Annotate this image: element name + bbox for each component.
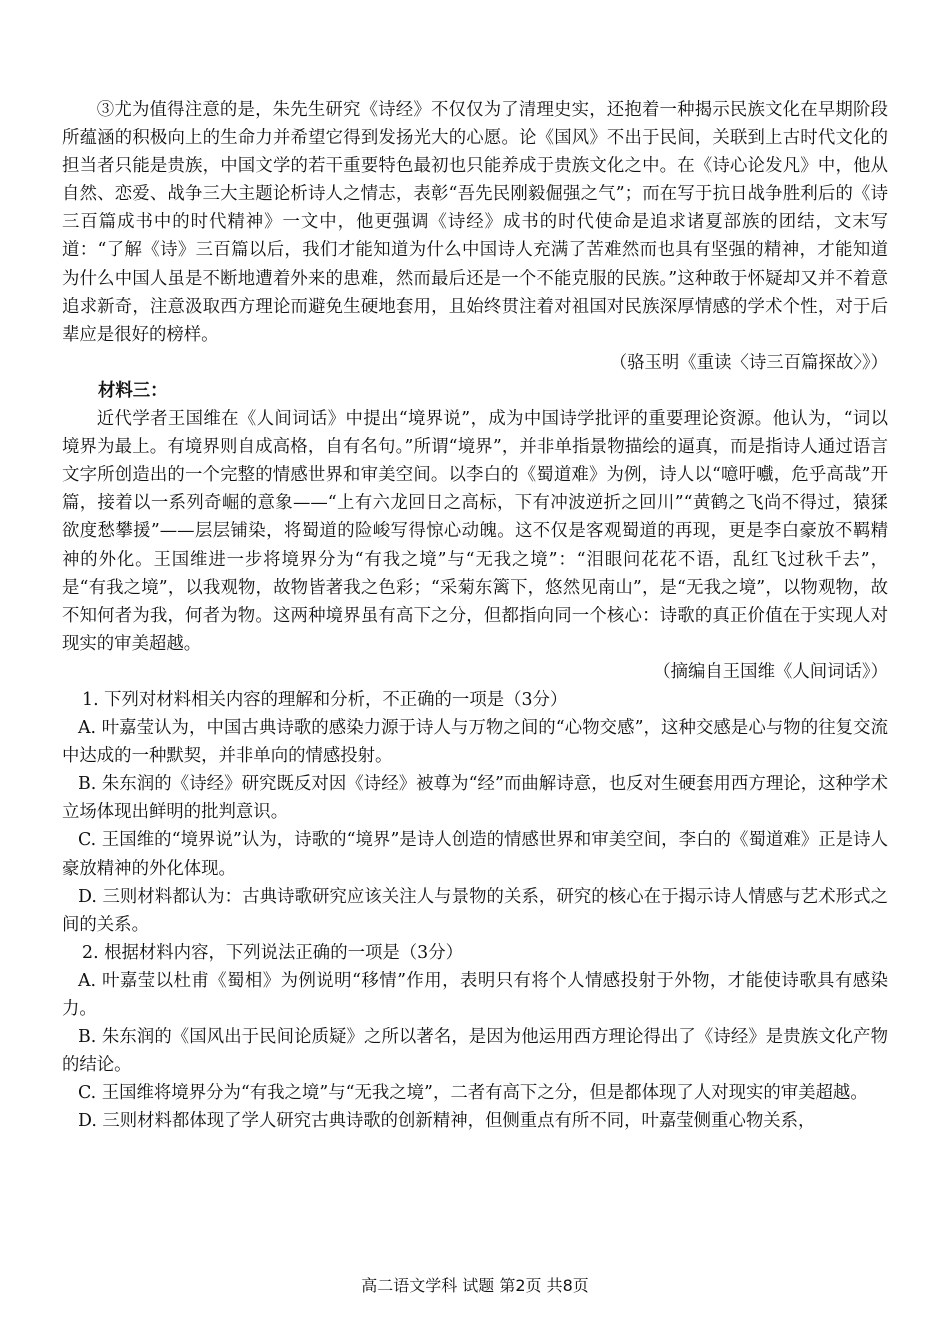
question-2-option-c: C. 王国维将境界分为“有我之境”与“无我之境”，二者有高下之分，但是都体现了人对现实的审美超越。 <box>78 1083 868 1104</box>
question-2-stem: 2. 根据材料内容，下列说法正确的一项是（3分） <box>82 942 463 963</box>
question-1-option-d: D. 三则材料都认为：古典诗歌研究应该关注人与景物的关系，研究的核心在于揭示诗人情感与艺术形式之间的关系。 <box>62 886 888 935</box>
question-1-option-a: A. 叶嘉莹认为，中国古典诗歌的感染力源于诗人与万物之间的“心物交感”，这种交感是心与物的往复交流中达成的一种默契，并非单向的情感投射。 <box>62 718 888 767</box>
question-1-stem: 1. 下列对材料相关内容的理解和分析，不正确的一项是（3分） <box>82 689 568 710</box>
question-1-option-b: B. 朱东润的《诗经》研究既反对因《诗经》被尊为“经”而曲解诗意，也反对生硬套用西方理论，这种学术立场体现出鲜明的批判意识。 <box>62 774 888 823</box>
question-2-option-d: D. 三则材料都体现了学人研究古典诗歌的创新精神，但侧重点有所不同，叶嘉莹侧重心物关系， <box>78 1111 816 1132</box>
page-footer: 高二语文学科 试题 第2页 共8页 <box>361 1276 589 1295</box>
material2-paragraph-3: ③尤为值得注意的是，朱先生研究《诗经》不仅仅为了清理史实，还抱着一种揭示民族文化在早期阶段所蕴涵的积极向上的生命力并希望它得到发扬光大的心愿。论《国风》不出于民间，关联到上古时代文化的担当者只能是贵族，中国文学的若干重要特色最初也只能养成于贵族文化之中。在《诗心论发凡》中，他从自然、恋爱、战争三大主题论析诗人之情志，表彰“吾先民刚毅倔强之气”；而在写于抗日战争胜利后的《诗三百篇成书中的时代精神》一文中，他更强调《诗经》成书的时代使命是追求诸夏部族的团结，文末写道：“了解《诗》三百篇以后，我们才能知道为什么中国诗人充满了苦难然而也具有坚强的精神，才能知道为什么中国人虽是不断地遭着外来的患难，然而最后还是一个不能克服的民族。”这种敢于怀疑却又并不着意追求新奇，注意汲取西方理论而避免生硬地套用，且始终贯注着对祖国对民族深厚情感的学术个性，对于后辈应是很好的榜样。 <box>62 100 888 345</box>
material2-source: （骆玉明《重读〈诗三百篇探故〉》） <box>609 352 888 373</box>
material3-source: （摘编自王国维《人间词话》） <box>653 661 888 682</box>
question-2-option-a: A. 叶嘉莹以杜甫《蜀相》为例说明“移情”作用，表明只有将个人情感投射于外物，才能使诗歌具有感染力。 <box>62 970 888 1019</box>
question-2-option-b: B. 朱东润的《国风出于民间论质疑》之所以著名，是因为他运用西方理论得出了《诗经》是贵族文化产物的结论。 <box>62 1027 888 1076</box>
material3-heading: 材料三： <box>98 380 168 401</box>
material3-text: 近代学者王国维在《人间词话》中提出“境界说”，成为中国诗学批评的重要理论资源。他认为，“词以境界为最上。有境界则自成高格，自有名句。”所谓“境界”，并非单指景物描绘的逼真，而是指诗人通过语言文字所创造出的一个完整的情感世界和审美空间。以李白的《蜀道难》为例，诗人以“噫吁嚱，危乎高哉”开篇，接着以一系列奇崛的意象——“上有六龙回日之高标，下有冲波逆折之回川”“黄鹤之飞尚不得过，猿猱欲度愁攀援”——层层铺染，将蜀道的险峻写得惊心动魄。这不仅是客观蜀道的再现，更是李白豪放不羁精神的外化。王国维进一步将境界分为“有我之境”与“无我之境”：“泪眼问花花不语，乱红飞过秋千去”，是“有我之境”，以我观物，故物皆著我之色彩；“采菊东篱下，悠然见南山”，是“无我之境”，以物观物，故不知何者为我，何者为物。这两种境界虽有高下之分，但都指向同一个核心：诗歌的真正价值在于实现人对现实的审美超越。 <box>62 409 888 654</box>
page-content <box>62 96 888 1135</box>
question-1-option-c: C. 王国维的“境界说”认为，诗歌的“境界”是诗人创造的情感世界和审美空间，李白的《蜀道难》正是诗人豪放精神的外化体现。 <box>62 830 888 879</box>
